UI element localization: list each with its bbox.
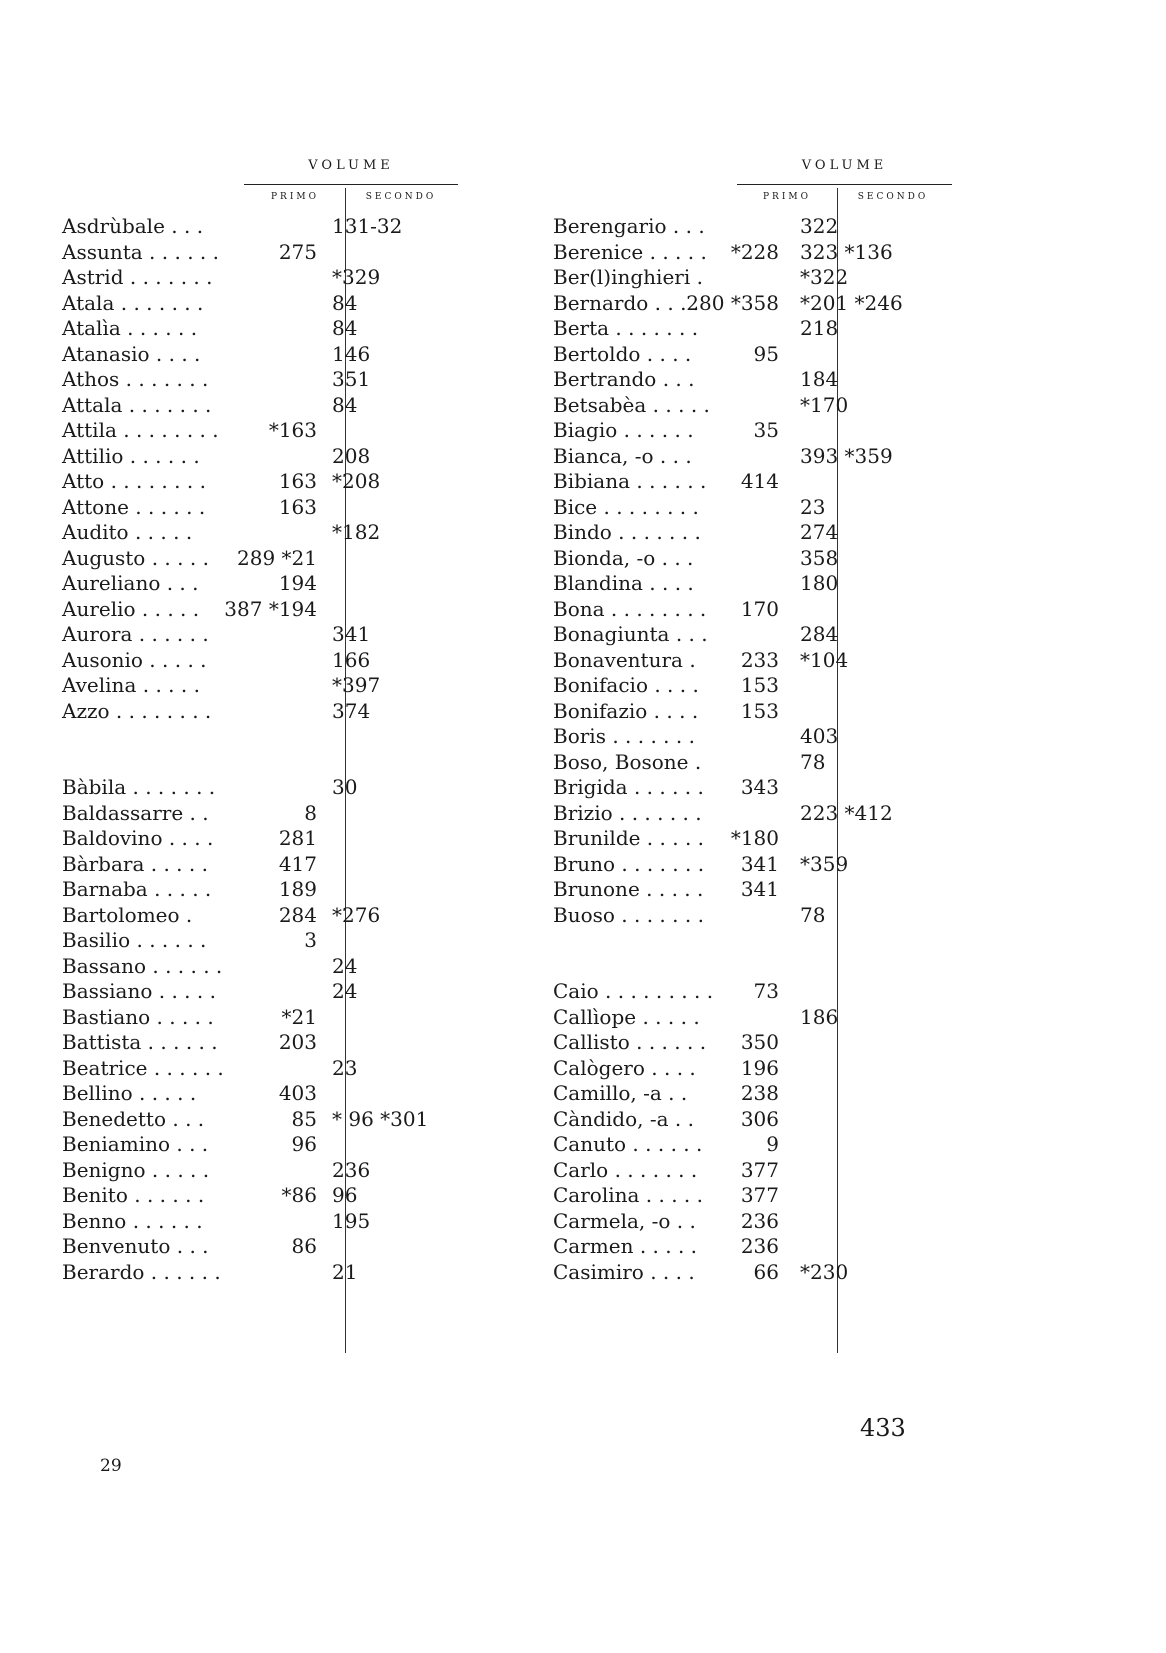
entry-name: Calògero . . . . — [553, 1055, 696, 1080]
entry-name: Basilio . . . . . . — [62, 928, 207, 952]
index-entry — [62, 495, 492, 521]
entry-secondo: *397 — [332, 673, 381, 697]
entry-secondo: 393 *359 — [800, 443, 893, 468]
index-entry — [62, 546, 492, 572]
entry-primo: 275 — [278, 239, 317, 264]
entry-secondo: *182 — [332, 520, 381, 544]
entry-primo: *180 — [730, 826, 779, 850]
entry-name: Berardo . . . . . . — [62, 1259, 221, 1284]
index-entry — [62, 1081, 492, 1107]
entry-name: Carlo . . . . . . . — [553, 1157, 698, 1182]
name-list — [553, 214, 983, 1285]
entry-primo: 377 — [740, 1183, 779, 1207]
secondo-header: SECONDO — [857, 192, 929, 202]
volume-header: VOLUME — [737, 158, 952, 185]
index-entry — [553, 903, 983, 929]
entry-primo: *21 — [281, 1004, 317, 1029]
secondo-header: SECONDO — [365, 192, 437, 202]
index-entry — [553, 1081, 983, 1107]
entry-name: Berenice . . . . . — [553, 239, 707, 264]
index-entry — [62, 699, 492, 725]
index-entry — [62, 1158, 492, 1184]
entry-secondo: 208 — [332, 443, 371, 468]
index-entry — [553, 801, 983, 827]
entry-primo: 350 — [740, 1030, 779, 1054]
index-entry — [553, 240, 983, 266]
index-entry — [62, 801, 492, 827]
folio-number: 29 — [100, 1456, 122, 1476]
entry-name: Avelina . . . . . — [62, 673, 200, 697]
index-entry — [553, 979, 983, 1005]
entry-primo: 66 — [753, 1259, 779, 1284]
entry-primo: 236 — [740, 1234, 779, 1258]
entry-secondo: *329 — [332, 265, 381, 289]
index-entry — [62, 265, 492, 291]
entry-primo: 85 — [291, 1106, 317, 1131]
primo-header: PRIMO — [763, 192, 811, 202]
index-entry — [553, 852, 983, 878]
entry-name: Atto . . . . . . . . — [62, 469, 206, 493]
entry-name: Atanasio . . . . — [62, 341, 201, 366]
entry-secondo: *201 *246 — [800, 290, 903, 315]
entry-name: Attilio . . . . . . — [62, 443, 200, 468]
index-entry — [62, 316, 492, 342]
volume-header: VOLUME — [244, 158, 458, 185]
entry-name: Attala . . . . . . . — [62, 392, 212, 417]
entry-primo: 86 — [291, 1234, 317, 1258]
entry-primo: 96 — [291, 1132, 317, 1156]
entry-name: Bionda, -o . . . — [553, 545, 694, 570]
entry-primo: 280 *358 — [686, 290, 779, 315]
entry-primo: 403 — [278, 1081, 317, 1105]
index-entry — [553, 469, 983, 495]
index-entry — [553, 699, 983, 725]
entry-secondo: 96 — [332, 1183, 358, 1207]
name-list — [62, 214, 492, 1285]
entry-primo: 341 — [740, 877, 779, 901]
index-entry — [62, 750, 492, 776]
entry-name: Attone . . . . . . — [62, 494, 206, 519]
entry-name: Bastiano . . . . . — [62, 1004, 214, 1029]
index-entry — [62, 954, 492, 980]
index-entry — [553, 418, 983, 444]
entry-secondo: 358 — [800, 545, 839, 570]
entry-name: Brunilde . . . . . — [553, 826, 705, 850]
index-entry — [553, 520, 983, 546]
entry-primo: 95 — [753, 341, 779, 366]
entry-secondo: 403 — [800, 724, 839, 748]
index-entry — [553, 877, 983, 903]
entry-primo: *86 — [281, 1183, 317, 1207]
index-entry — [62, 903, 492, 929]
entry-primo: 306 — [740, 1106, 779, 1131]
index-entry — [553, 724, 983, 750]
entry-name: Battista . . . . . . — [62, 1030, 218, 1054]
entry-primo: 238 — [740, 1081, 779, 1105]
entry-name: Benno . . . . . . — [62, 1208, 203, 1233]
entry-name: Bruno . . . . . . . — [553, 851, 705, 876]
entry-name: Benigno . . . . . — [62, 1157, 210, 1182]
entry-name: Carmela, -o . . — [553, 1208, 696, 1233]
index-entry — [553, 1132, 983, 1158]
index-entry — [553, 444, 983, 470]
entry-name: Betsabèa . . . . . — [553, 392, 710, 417]
index-entry — [553, 954, 983, 980]
entry-primo: 196 — [740, 1055, 779, 1080]
index-entry — [553, 546, 983, 572]
entry-name: Blandina . . . . — [553, 571, 694, 595]
entry-name: Bassiano . . . . . — [62, 979, 216, 1003]
entry-secondo: 21 — [332, 1259, 358, 1284]
index-entry — [553, 1260, 983, 1286]
index-entry — [553, 367, 983, 393]
entry-secondo: 78 — [800, 749, 826, 774]
entry-name: Bonifazio . . . . — [553, 698, 699, 723]
entry-name: Camillo, -a . . — [553, 1081, 688, 1105]
index-entry — [62, 418, 492, 444]
index-entry — [553, 928, 983, 954]
entry-primo: 153 — [740, 698, 779, 723]
entry-name: Bonifacio . . . . — [553, 673, 699, 697]
entry-primo: 377 — [740, 1157, 779, 1182]
index-entry — [62, 979, 492, 1005]
index-entry — [62, 291, 492, 317]
entry-secondo: 284 — [800, 622, 839, 646]
entry-primo: 417 — [278, 851, 317, 876]
index-entry — [62, 240, 492, 266]
entry-name: Bindo . . . . . . . — [553, 520, 701, 544]
index-entry — [553, 673, 983, 699]
entry-name: Ber(l)inghieri . — [553, 265, 703, 289]
entry-name: Bernardo . . . . — [553, 290, 700, 315]
entry-secondo: * 96 *301 — [332, 1106, 429, 1131]
primo-header: PRIMO — [271, 192, 319, 202]
entry-primo: 289 *21 — [237, 545, 317, 570]
entry-name: Benedetto . . . — [62, 1106, 205, 1131]
entry-secondo: 184 — [800, 367, 839, 391]
entry-primo: 35 — [753, 418, 779, 442]
index-entry — [62, 444, 492, 470]
entry-name: Augusto . . . . . — [62, 545, 209, 570]
index-entry — [553, 571, 983, 597]
index-entry — [553, 648, 983, 674]
entry-name: Brigida . . . . . . — [553, 775, 704, 799]
entry-secondo: 146 — [332, 341, 371, 366]
entry-primo: *163 — [268, 418, 317, 442]
entry-secondo: *322 — [800, 265, 849, 289]
entry-secondo: 78 — [800, 902, 826, 927]
entry-secondo: 23 — [800, 494, 826, 519]
entry-secondo: 24 — [332, 979, 358, 1003]
entry-name: Boso, Bosone . — [553, 749, 702, 774]
entry-secondo: 236 — [332, 1157, 371, 1182]
entry-name: Bartolomeo . — [62, 902, 193, 927]
entry-primo: 153 — [740, 673, 779, 697]
entry-name: Baldovino . . . . — [62, 826, 214, 850]
entry-name: Beniamino . . . — [62, 1132, 209, 1156]
entry-secondo: 30 — [332, 775, 358, 799]
index-entry — [553, 1056, 983, 1082]
index-entry — [553, 826, 983, 852]
entry-secondo: 351 — [332, 367, 371, 391]
entry-secondo: 322 — [800, 214, 839, 238]
entry-secondo: 180 — [800, 571, 839, 595]
index-entry — [553, 1183, 983, 1209]
index-entry — [62, 1005, 492, 1031]
index-entry — [553, 265, 983, 291]
entry-secondo: 195 — [332, 1208, 371, 1233]
entry-name: Càndido, -a . . — [553, 1106, 694, 1131]
index-entry — [62, 520, 492, 546]
entry-secondo: *170 — [800, 392, 849, 417]
index-entry — [553, 1005, 983, 1031]
entry-secondo: 131-32 — [332, 214, 403, 238]
entry-secondo: 23 — [332, 1055, 358, 1080]
entry-primo: 163 — [278, 469, 317, 493]
entry-name: Caio . . . . . . . . . — [553, 979, 714, 1003]
entry-name: Bàrbara . . . . . — [62, 851, 208, 876]
index-entry — [62, 597, 492, 623]
entry-secondo: 274 — [800, 520, 839, 544]
index-entry — [553, 316, 983, 342]
index-entry — [553, 291, 983, 317]
entry-primo: 341 — [740, 851, 779, 876]
entry-primo: 9 — [766, 1132, 779, 1156]
entry-name: Bona . . . . . . . . — [553, 596, 707, 621]
entry-name: Baldassarre . . — [62, 800, 209, 825]
index-entry — [62, 928, 492, 954]
entry-primo: *228 — [730, 239, 779, 264]
entry-name: Benvenuto . . . — [62, 1234, 209, 1258]
entry-secondo: *230 — [800, 1259, 849, 1284]
entry-name: Asdrùbale . . . — [62, 214, 204, 238]
index-entry — [553, 1158, 983, 1184]
entry-secondo: 84 — [332, 290, 358, 315]
entry-name: Bertoldo . . . . — [553, 341, 692, 366]
entry-name: Assunta . . . . . . — [62, 239, 219, 264]
entry-name: Astrid . . . . . . . — [62, 265, 213, 289]
entry-name: Bàbila . . . . . . . — [62, 775, 216, 799]
entry-primo: 8 — [304, 800, 317, 825]
entry-secondo: 186 — [800, 1004, 839, 1029]
entry-name: Audito . . . . . — [62, 520, 193, 544]
entry-name: Azzo . . . . . . . . — [62, 698, 212, 723]
entry-secondo: 341 — [332, 622, 371, 646]
index-entry — [62, 724, 492, 750]
index-entry — [62, 367, 492, 393]
page-number: 433 — [860, 1414, 906, 1442]
index-entry — [553, 214, 983, 240]
index-entry — [553, 597, 983, 623]
index-entry — [62, 1132, 492, 1158]
index-entry — [62, 877, 492, 903]
entry-name: Benito . . . . . . — [62, 1183, 205, 1207]
entry-secondo: 323 *136 — [800, 239, 893, 264]
entry-name: Canuto . . . . . . — [553, 1132, 703, 1156]
index-entry — [62, 622, 492, 648]
entry-primo: 194 — [278, 571, 317, 595]
index-entry — [62, 673, 492, 699]
entry-name: Berengario . . . — [553, 214, 705, 238]
entry-name: Atala . . . . . . . — [62, 290, 204, 315]
entry-name: Bianca, -o . . . — [553, 443, 692, 468]
index-entry — [62, 648, 492, 674]
entry-secondo: *276 — [332, 902, 381, 927]
index-entry — [62, 1030, 492, 1056]
entry-name: Attila . . . . . . . . — [62, 418, 219, 442]
entry-name: Aureliano . . . — [62, 571, 199, 595]
entry-name: Boris . . . . . . . — [553, 724, 695, 748]
entry-primo: 343 — [740, 775, 779, 799]
index-entry — [553, 1107, 983, 1133]
entry-secondo: 166 — [332, 647, 371, 672]
index-entry — [553, 1030, 983, 1056]
entry-primo: 189 — [278, 877, 317, 901]
entry-secondo: 24 — [332, 953, 358, 978]
entry-secondo: 84 — [332, 316, 358, 340]
entry-primo: 284 — [278, 902, 317, 927]
index-entry — [62, 393, 492, 419]
index-entry — [62, 1209, 492, 1235]
entry-name: Brizio . . . . . . . — [553, 800, 702, 825]
entry-primo: 387 *194 — [224, 596, 317, 621]
entry-secondo: 218 — [800, 316, 839, 340]
entry-name: Brunone . . . . . — [553, 877, 704, 901]
index-entry — [553, 622, 983, 648]
entry-secondo: *208 — [332, 469, 381, 493]
index-entry — [62, 1234, 492, 1260]
index-entry — [62, 469, 492, 495]
index-entry — [62, 826, 492, 852]
entry-name: Callisto . . . . . . — [553, 1030, 707, 1054]
index-entry — [62, 775, 492, 801]
entry-name: Atalìa . . . . . . — [62, 316, 198, 340]
entry-secondo: *104 — [800, 647, 849, 672]
entry-secondo: 84 — [332, 392, 358, 417]
entry-name: Berta . . . . . . . — [553, 316, 699, 340]
entry-name: Bellino . . . . . — [62, 1081, 197, 1105]
entry-name: Carolina . . . . . — [553, 1183, 703, 1207]
index-entry — [62, 342, 492, 368]
entry-primo: 73 — [753, 979, 779, 1003]
entry-name: Callìope . . . . . — [553, 1004, 700, 1029]
entry-name: Buoso . . . . . . . — [553, 902, 704, 927]
entry-secondo: 374 — [332, 698, 371, 723]
entry-name: Bertrando . . . — [553, 367, 695, 391]
index-entry — [62, 1183, 492, 1209]
entry-name: Barnaba . . . . . — [62, 877, 212, 901]
entry-name: Bibiana . . . . . . — [553, 469, 707, 493]
entry-primo: 233 — [740, 647, 779, 672]
entry-name: Casimiro . . . . — [553, 1259, 695, 1284]
index-entry — [62, 1056, 492, 1082]
entry-name: Biagio . . . . . . — [553, 418, 694, 442]
index-entry — [62, 214, 492, 240]
entry-primo: 236 — [740, 1208, 779, 1233]
index-entry — [62, 571, 492, 597]
entry-name: Bonaventura . — [553, 647, 696, 672]
index-entry — [553, 495, 983, 521]
entry-name: Beatrice . . . . . . — [62, 1055, 224, 1080]
entry-name: Bonagiunta . . . — [553, 622, 708, 646]
entry-secondo: *359 — [800, 851, 849, 876]
index-entry — [553, 1209, 983, 1235]
entry-name: Carmen . . . . . — [553, 1234, 698, 1258]
entry-primo: 281 — [278, 826, 317, 850]
entry-primo: 203 — [278, 1030, 317, 1054]
entry-name: Ausonio . . . . . — [62, 647, 207, 672]
entry-primo: 3 — [304, 928, 317, 952]
index-entry — [62, 1107, 492, 1133]
entry-name: Bassano . . . . . . — [62, 953, 223, 978]
entry-secondo: 223 *412 — [800, 800, 893, 825]
index-entry — [62, 1260, 492, 1286]
index-entry — [553, 1234, 983, 1260]
index-entry — [553, 393, 983, 419]
entry-name: Aurelio . . . . . — [62, 596, 200, 621]
entry-name: Aurora . . . . . . — [62, 622, 209, 646]
entry-name: Bice . . . . . . . . — [553, 494, 699, 519]
index-entry — [553, 775, 983, 801]
index-entry — [62, 852, 492, 878]
entry-name: Athos . . . . . . . — [62, 367, 209, 391]
entry-primo: 170 — [740, 596, 779, 621]
index-entry — [553, 342, 983, 368]
entry-primo: 414 — [740, 469, 779, 493]
entry-primo: 163 — [278, 494, 317, 519]
index-entry — [553, 750, 983, 776]
